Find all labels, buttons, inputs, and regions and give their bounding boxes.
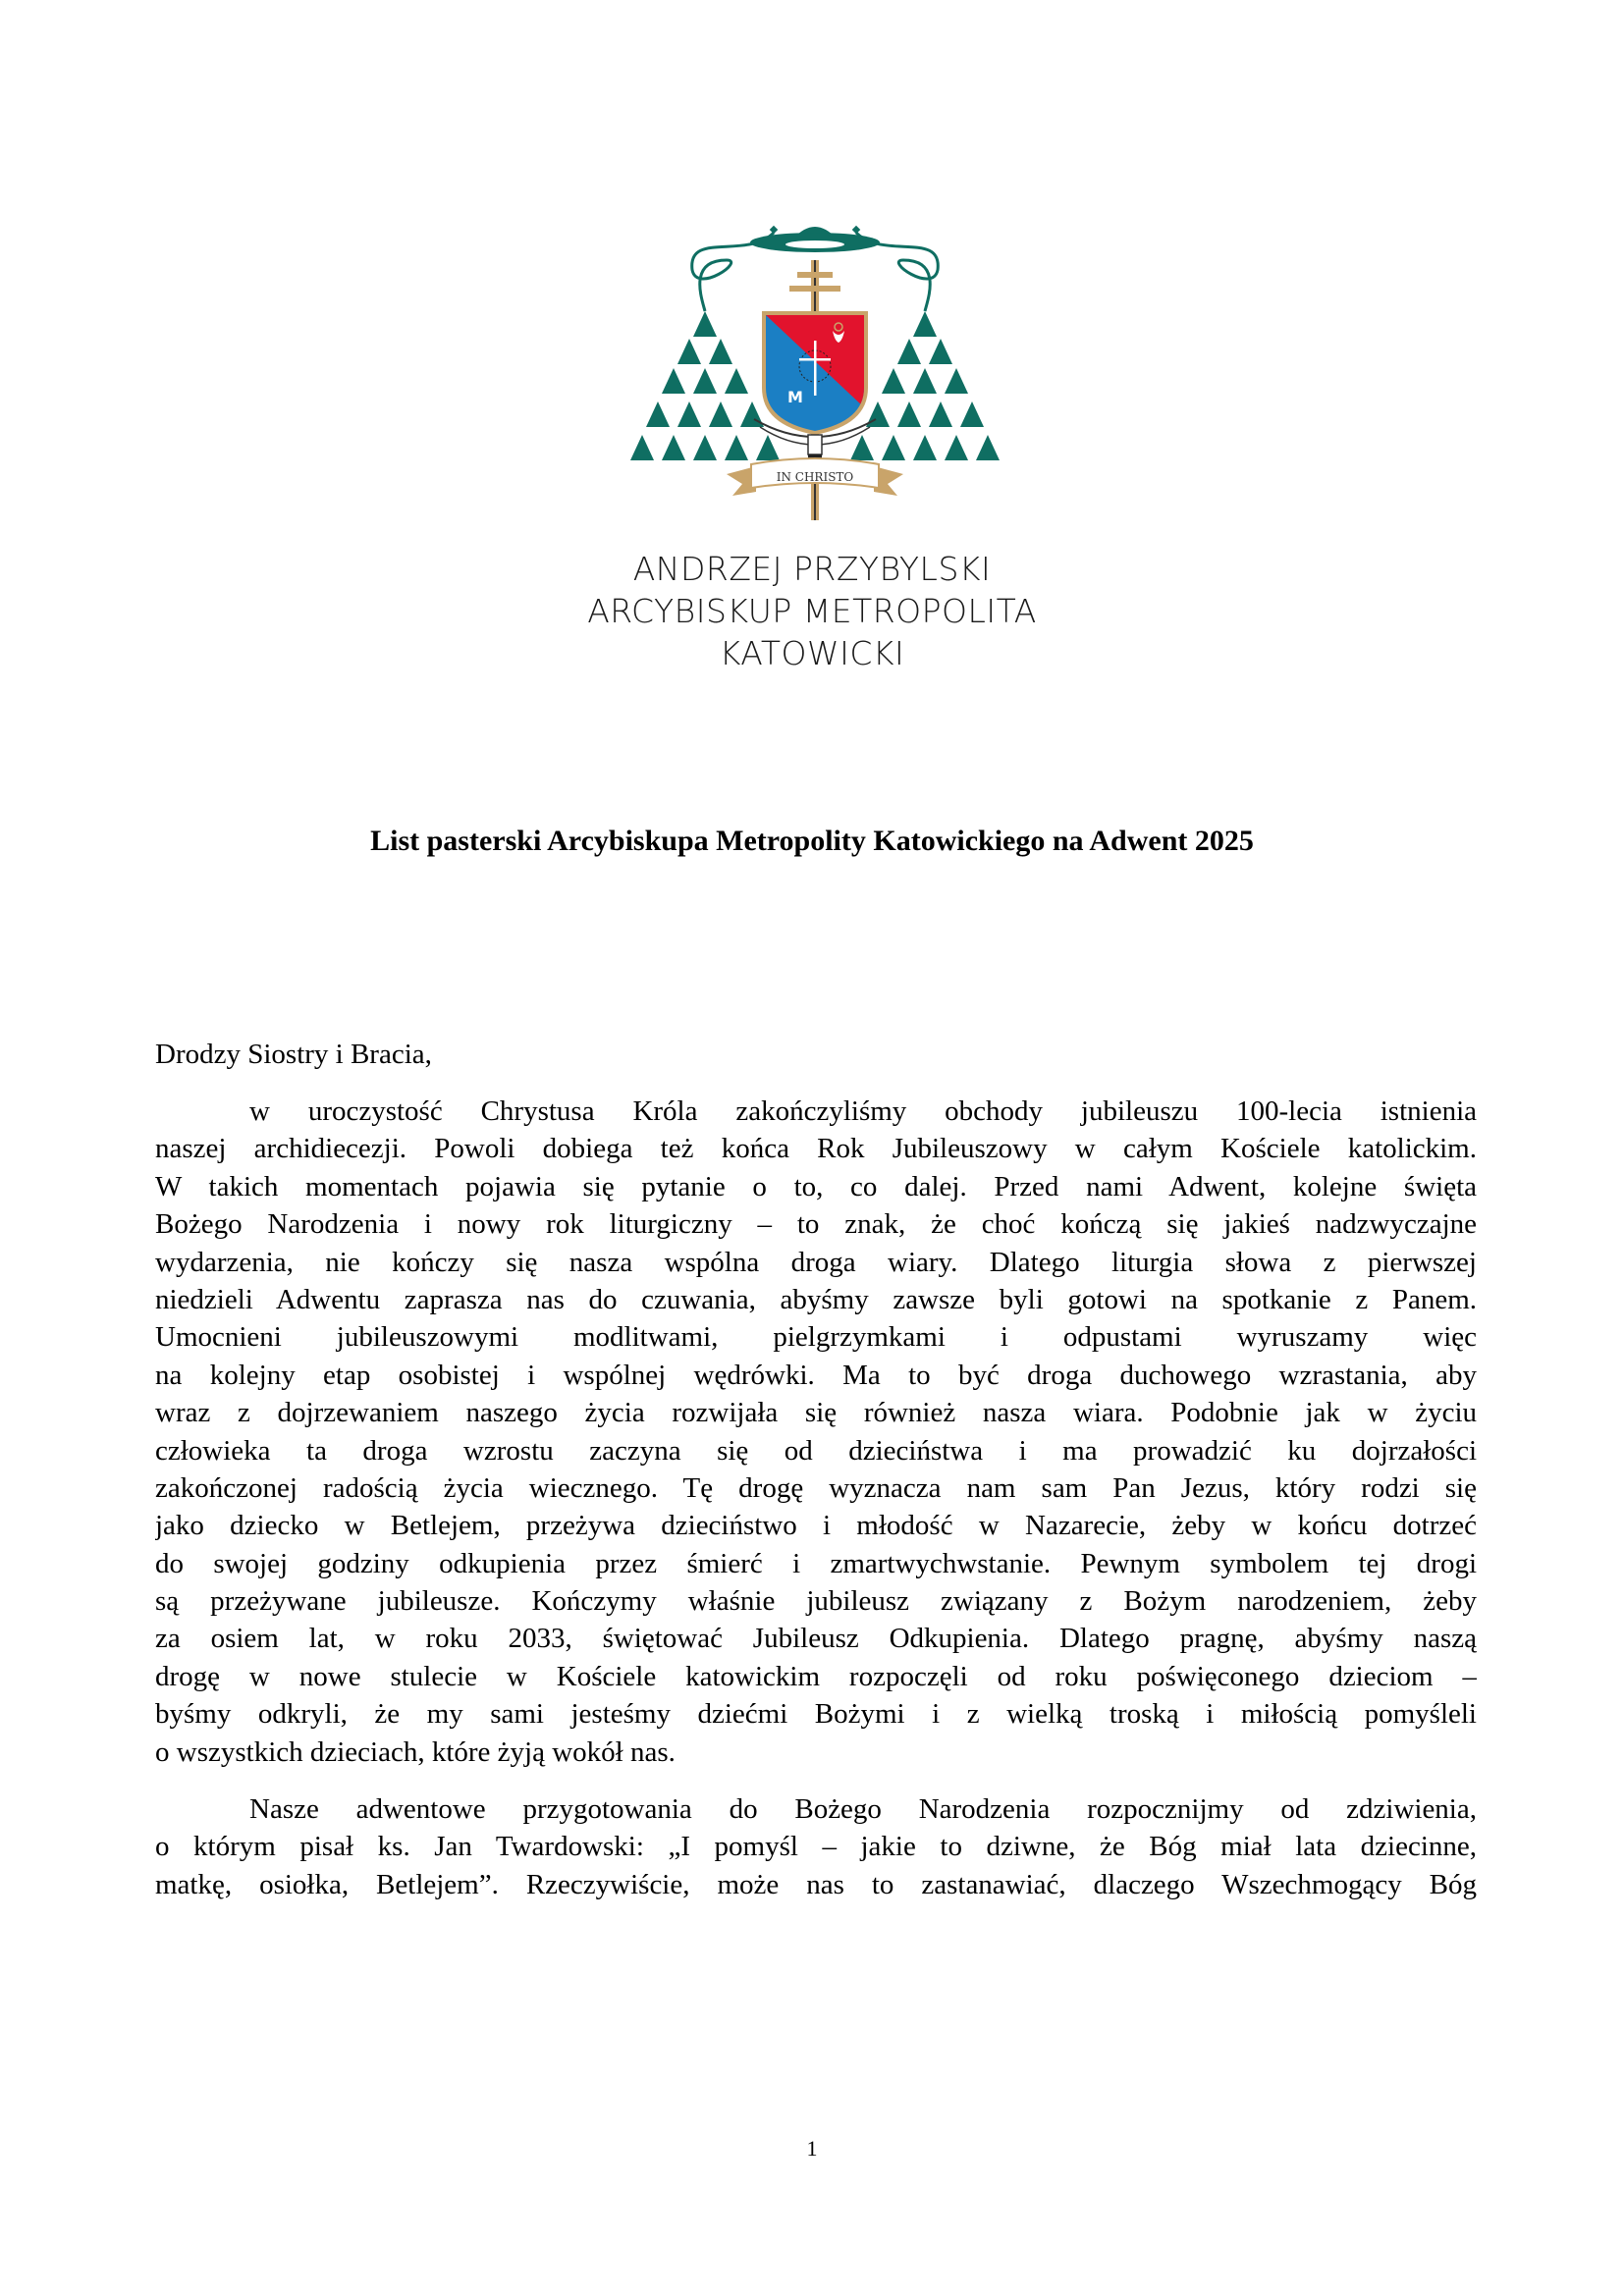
text-line: wraz z dojrzewaniem naszego życia rozwijała się również nasza wiara. Podobnie jak w życiu: [155, 1397, 1477, 1429]
text-line: o którym pisał ks. Jan Twardowski: „I pomyśl – jakie to dziwne, że Bóg miał lata dziecinne,: [155, 1831, 1477, 1863]
motto-text: IN CHRISTO: [776, 470, 854, 484]
text-line: w uroczystość Chrystusa Króla zakończyliśmy obchody jubileuszu 100-lecia istnienia: [249, 1095, 1477, 1127]
paragraph-1: [155, 1093, 1477, 1771]
text-line: człowieka ta droga wzrostu zaczyna się od dzieciństwa i ma prowadzić ku dojrzałości: [155, 1434, 1477, 1467]
letterhead-line: ARCYBISKUP METROPOLITA: [587, 592, 1037, 630]
text-line: byśmy odkryli, że my sami jesteśmy dziećmi Bożymi i z wielką troską i miłością pomyśleli: [155, 1698, 1477, 1731]
text-line: są przeżywane jubileusze. Kończymy właśnie jubileusz związany z Bożym narodzeniem, żeby: [155, 1585, 1477, 1618]
letterhead-name-block: [0, 548, 1624, 674]
text-line: na kolejny etap osobistej i wspólnej wędrówki. Ma to być droga duchowego wzrastania, aby: [155, 1359, 1477, 1391]
text-line: matkę, osiołka, Betlejem”. Rzeczywiście, może nas to zastanawiać, dlaczego Wszechmogący Bóg: [155, 1868, 1477, 1900]
coat-of-arms-icon: [628, 201, 1001, 530]
text-line: drogę w nowe stulecie w Kościele katowickim rozpoczęli od roku poświęconego dzieciom –: [155, 1660, 1477, 1692]
letter-body: [155, 1033, 1477, 1903]
greeting: Drodzy Siostry i Bracia,: [155, 1039, 432, 1070]
letterhead-line: KATOWICKI: [719, 634, 905, 672]
text-line: niedzieli Adwentu zaprasza nas do czuwania, abyśmy zawsze byli gotowi na spotkanie z Panem.: [155, 1283, 1477, 1315]
paragraph-2: [155, 1790, 1477, 1903]
text-line: wydarzenia, nie kończy się nasza wspólna droga wiary. Dlatego liturgia słowa z pierwszej: [155, 1246, 1477, 1278]
text-line: Bożego Narodzenia i nowy rok liturgiczny – to znak, że choć kończą się jakieś nadzwyczajne: [155, 1208, 1477, 1241]
letterhead-line: ANDRZEJ PRZYBYLSKI: [632, 550, 992, 588]
text-line: jako dziecko w Betlejem, przeżywa dzieciństwo i młodość w Nazarecie, żeby w końcu dotrzeć: [155, 1510, 1477, 1542]
right-tassels: [850, 311, 1000, 460]
text-line: zakończonej radością życia wiecznego. Tę drogę wyznacza nam sam Pan Jezus, który rodzi się: [155, 1471, 1477, 1504]
left-tassels: [630, 311, 780, 460]
text-line: o wszystkich dzieciach, które żyją wokół nas.: [155, 1735, 676, 1768]
text-line: do swojej godziny odkupienia przez śmierć i zmartwychwstanie. Pewnym symbolem tej drogi: [155, 1547, 1477, 1579]
text-line: Umocnieni jubileuszowymi modlitwami, pielgrzymkami i odpustami wyruszamy więc: [155, 1321, 1477, 1354]
document-title: List pasterski Arcybiskupa Metropolity Katowickiego na Adwent 2025: [370, 825, 1254, 857]
svg-text:M: M: [787, 388, 803, 406]
text-line: Nasze adwentowe przygotowania do Bożego Narodzenia rozpocznijmy od zdziwienia,: [249, 1793, 1477, 1826]
text-line: W takich momentach pojawia się pytanie o to, co dalej. Przed nami Adwent, kolejne święta: [155, 1170, 1477, 1202]
text-line: za osiem lat, w roku 2033, świętować Jubileusz Odkupienia. Dlatego pragnę, abyśmy naszą: [155, 1623, 1477, 1655]
text-line: naszej archidiecezji. Powoli dobiega też końca Rok Jubileuszowy w całym Kościele katolickim.: [155, 1133, 1477, 1165]
page-number: 1: [806, 2136, 818, 2161]
